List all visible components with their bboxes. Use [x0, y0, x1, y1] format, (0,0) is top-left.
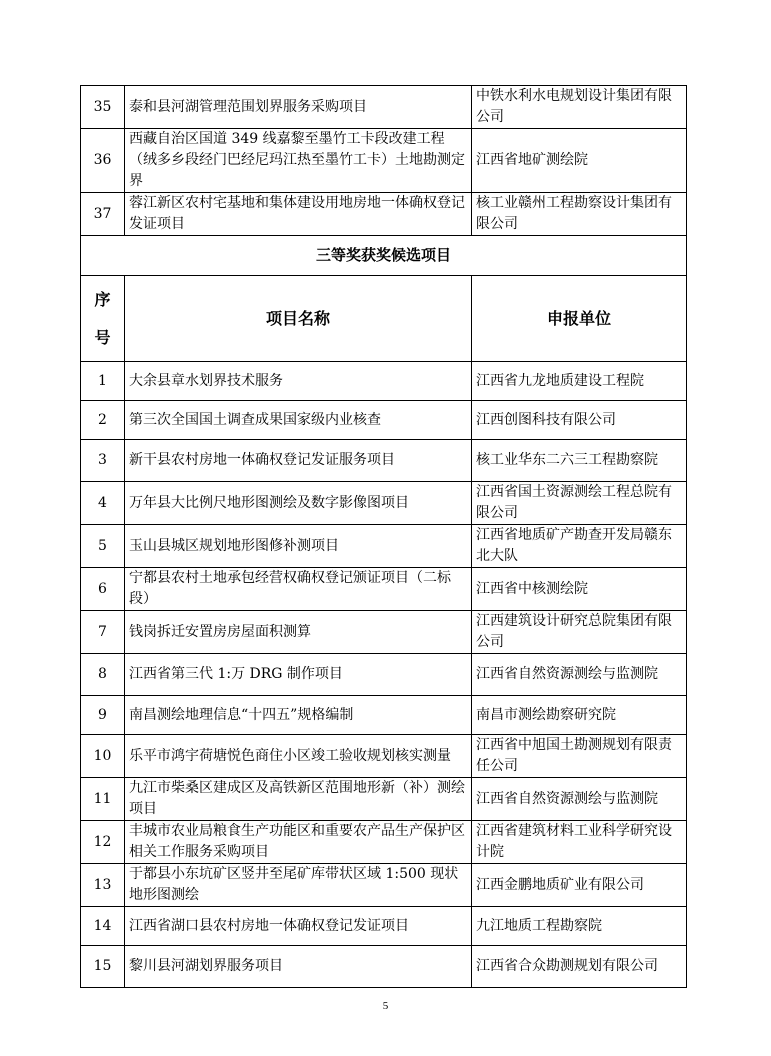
applicant-unit: 江西省合众勘测规划有限公司: [472, 946, 687, 988]
project-name: 大余县章水划界技术服务: [125, 362, 472, 401]
project-name: 泰和县河湖管理范围划界服务采购项目: [125, 86, 472, 129]
table-row: [81, 482, 687, 525]
section-title-row: [81, 236, 687, 276]
project-name: 江西省湖口县农村房地一体确权登记发证项目: [125, 907, 472, 946]
table-header-row: [81, 276, 687, 362]
project-name: 丰城市农业局粮食生产功能区和重要农产品生产保护区相关工作服务采购项目: [125, 821, 472, 864]
row-number: 3: [81, 440, 125, 482]
row-number: 37: [81, 193, 125, 236]
project-name: 第三次全国国土调查成果国家级内业核查: [125, 401, 472, 440]
row-number: 12: [81, 821, 125, 864]
header-project-name: 项目名称: [125, 276, 472, 362]
row-number: 4: [81, 482, 125, 525]
applicant-unit: 核工业华东二六三工程勘察院: [472, 440, 687, 482]
project-name: 乐平市鸿宇荷塘悦色商住小区竣工验收规划核实测量: [125, 735, 472, 778]
project-name: 新干县农村房地一体确权登记发证服务项目: [125, 440, 472, 482]
table-row: [81, 362, 687, 401]
table-row: [81, 654, 687, 696]
table-row: [81, 568, 687, 611]
applicant-unit: 江西省自然资源测绘与监测院: [472, 654, 687, 696]
applicant-unit: 南昌市测绘勘察研究院: [472, 696, 687, 735]
applicant-unit: 江西省建筑材料工业科学研究设计院: [472, 821, 687, 864]
row-number: 7: [81, 611, 125, 654]
row-number: 11: [81, 778, 125, 821]
page-number: 5: [382, 1000, 389, 1012]
table-row: [81, 129, 687, 193]
header-number: [81, 276, 125, 362]
project-name: 西藏自治区国道 349 线嘉黎至墨竹工卡段改建工程（绒多乡段经门巴经尼玛江热至墨竹工卡）土地勘测定界: [125, 129, 472, 193]
header-applicant-unit: 申报单位: [472, 276, 687, 362]
table-row: [81, 193, 687, 236]
applicant-unit: 江西创图科技有限公司: [472, 401, 687, 440]
table-row: [81, 864, 687, 907]
table-row: [81, 696, 687, 735]
applicant-unit: 江西省中核测绘院: [472, 568, 687, 611]
project-name: 南昌测绘地理信息“十四五”规格编制: [125, 696, 472, 735]
project-name: 万年县大比例尺地形图测绘及数字影像图项目: [125, 482, 472, 525]
applicant-unit: 江西省中旭国土勘测规划有限责任公司: [472, 735, 687, 778]
section-title: 三等奖获奖候选项目: [81, 236, 687, 276]
applicant-unit: 江西建筑设计研究总院集团有限公司: [472, 611, 687, 654]
applicant-unit: 江西省地质矿产勘查开发局赣东北大队: [472, 525, 687, 568]
row-number: 6: [81, 568, 125, 611]
table-row: [81, 778, 687, 821]
row-number: 13: [81, 864, 125, 907]
table-row: [81, 946, 687, 988]
applicant-unit: 江西省国土资源测绘工程总院有限公司: [472, 482, 687, 525]
applicant-unit: 江西省地矿测绘院: [472, 129, 687, 193]
awards-table: [80, 85, 687, 988]
project-name: 蓉江新区农村宅基地和集体建设用地房地一体确权登记发证项目: [125, 193, 472, 236]
row-number: 36: [81, 129, 125, 193]
project-name: 九江市柴桑区建成区及高铁新区范围地形新（补）测绘项目: [125, 778, 472, 821]
row-number: 10: [81, 735, 125, 778]
project-name: 江西省第三代 1:万 DRG 制作项目: [125, 654, 472, 696]
row-number: 35: [81, 86, 125, 129]
applicant-unit: 中铁水利水电规划设计集团有限公司: [472, 86, 687, 129]
applicant-unit: 江西省九龙地质建设工程院: [472, 362, 687, 401]
table-row: [81, 86, 687, 129]
header-number-line2: 号: [94, 327, 111, 347]
table-row: [81, 401, 687, 440]
applicant-unit: 九江地质工程勘察院: [472, 907, 687, 946]
project-name: 钱岗拆迁安置房房屋面积测算: [125, 611, 472, 654]
applicant-unit: 核工业赣州工程勘察设计集团有限公司: [472, 193, 687, 236]
row-number: 15: [81, 946, 125, 988]
table-row: [81, 735, 687, 778]
project-name: 于都县小东坑矿区竖井至尾矿库带状区域 1:500 现状地形图测绘: [125, 864, 472, 907]
table-row: [81, 821, 687, 864]
table-row: [81, 440, 687, 482]
applicant-unit: 江西省自然资源测绘与监测院: [472, 778, 687, 821]
row-number: 14: [81, 907, 125, 946]
table-row: [81, 611, 687, 654]
project-name: 玉山县城区规划地形图修补测项目: [125, 525, 472, 568]
row-number: 8: [81, 654, 125, 696]
table-row: [81, 907, 687, 946]
row-number: 9: [81, 696, 125, 735]
project-name: 黎川县河湖划界服务项目: [125, 946, 472, 988]
table-row: [81, 525, 687, 568]
header-number-line1: 序: [94, 289, 111, 309]
project-name: 宁都县农村土地承包经营权确权登记颁证项目（二标段）: [125, 568, 472, 611]
row-number: 1: [81, 362, 125, 401]
row-number: 2: [81, 401, 125, 440]
row-number: 5: [81, 525, 125, 568]
applicant-unit: 江西金鹏地质矿业有限公司: [472, 864, 687, 907]
